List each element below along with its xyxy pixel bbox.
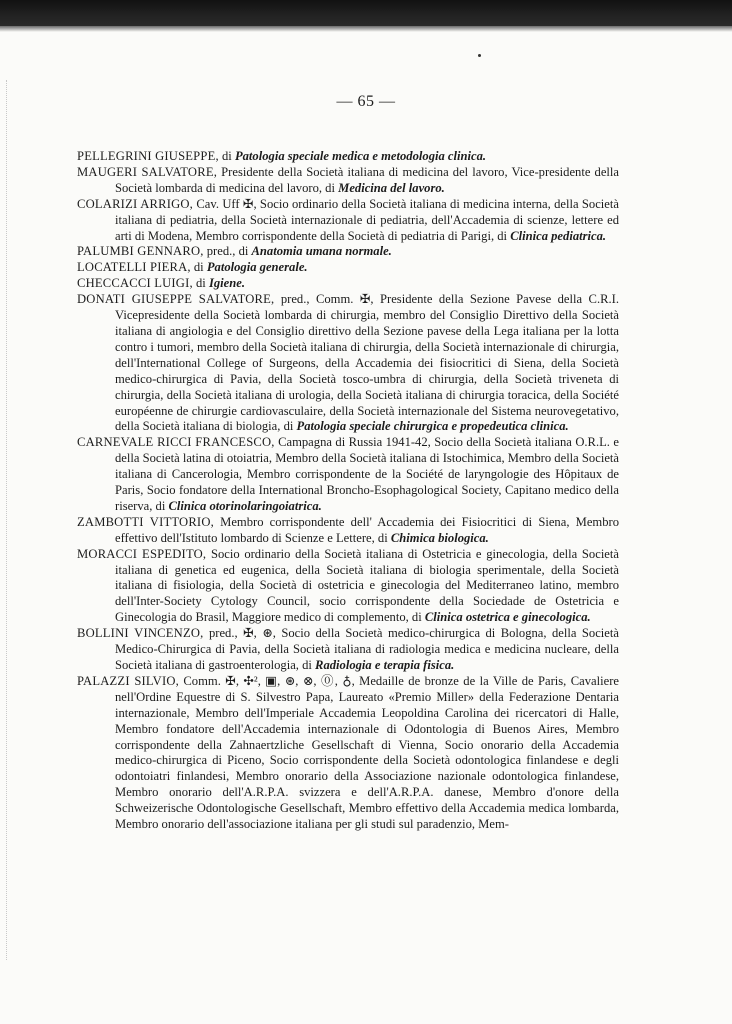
entry-subject: Medicina del lavoro. bbox=[338, 180, 445, 195]
list-entry bbox=[77, 276, 619, 292]
page-number: — 65 — bbox=[336, 93, 396, 110]
entry-name: CHECCACCI LUIGI, bbox=[77, 276, 193, 291]
entry-description: di bbox=[218, 149, 235, 163]
list-entry bbox=[77, 292, 619, 435]
entry-subject: Clinica ostetrica e ginecologica. bbox=[424, 610, 591, 625]
entry-description: Socio ordinario della Società italiana di Ostetricia e ginecologia, della Società italiana di genetica ed eugenica, della Società italiana di biologia sperimentale, della Società italiana di fisiologia, della Società di ostetricia e ginecologia del Mediterraneo latino, membro dell'Inter-Society Cytology Council, socio corrispondente della Sociedade de Ostetricia e Ginecologia do Brasil, Maggiore medico di complemento, di bbox=[115, 546, 619, 625]
entry-subject: Igiene. bbox=[208, 276, 245, 291]
entry-name: PELLEGRINI GIUSEPPE, bbox=[77, 149, 219, 163]
list-entry bbox=[77, 626, 619, 674]
entry-name: MAUGERI SALVATORE, bbox=[77, 164, 218, 179]
entry-name: BOLLINI VINCENZO, bbox=[77, 626, 204, 641]
list-entry bbox=[77, 149, 619, 165]
entry-description: Membro corrispondente dell' Accademia dei Fisiocritici di Siena, Membro effettivo dell'Istituto lombardo di Scienze e Lettere, di bbox=[115, 514, 619, 545]
faculty-list bbox=[77, 149, 619, 833]
entry-name: DONATI GIUSEPPE SALVATORE, bbox=[77, 292, 275, 307]
entry-description: pred., ✠, ⊛, Socio della Società medico-chirurgica di Bologna, della Società Medico-Chirurgica di Pavia, della Società italiana di radiologia medica e medicina nucleare, della Società italiana di gastroenterologia, di bbox=[115, 626, 619, 672]
entry-name: CARNEVALE RICCI FRANCESCO, bbox=[77, 435, 275, 450]
list-entry bbox=[77, 547, 619, 627]
list-entry bbox=[77, 515, 619, 547]
entry-subject: Radiologia e terapia fisica. bbox=[315, 658, 455, 672]
scan-border-fade bbox=[0, 26, 732, 32]
entry-subject: Patologia speciale chirurgica e propedeutica clinica. bbox=[296, 419, 569, 434]
entry-description: di bbox=[190, 260, 207, 275]
list-entry bbox=[77, 244, 619, 260]
entry-subject: Clinica pediatrica. bbox=[510, 228, 607, 243]
scan-margin-marks bbox=[6, 80, 9, 960]
list-entry bbox=[77, 260, 619, 276]
entry-subject: Patologia generale. bbox=[206, 260, 308, 275]
list-entry bbox=[77, 435, 619, 515]
entry-name: LOCATELLI PIERA, bbox=[77, 260, 191, 275]
list-entry bbox=[77, 197, 619, 245]
entry-name: PALAZZI SILVIO, bbox=[77, 673, 179, 688]
ink-speck bbox=[478, 54, 481, 57]
list-entry bbox=[77, 674, 619, 833]
entry-name: PALUMBI GENNARO, bbox=[77, 244, 204, 259]
entry-description: pred., di bbox=[203, 244, 252, 259]
entry-subject: Anatomia umana normale. bbox=[251, 244, 392, 259]
entry-name: COLARIZI ARRIGO, bbox=[77, 196, 194, 211]
entry-description: di bbox=[192, 276, 209, 291]
entry-description: Presidente della Società italiana di medicina del lavoro, Vice-presidente della Società lombarda di medicina del lavoro, di bbox=[115, 164, 619, 195]
entry-name: MORACCI ESPEDITO, bbox=[77, 546, 207, 561]
entry-name: ZAMBOTTI VITTORIO, bbox=[77, 514, 214, 529]
entry-subject: Clinica otorinolaringoiatrica. bbox=[168, 498, 322, 513]
entry-description: Cav. Uff ✠, Socio ordinario della Società italiana di medicina interna, della Società italiana di pediatria, della Società internazionale di pediatria, dell'Accademia di scienze, lettere ed arti di Modena, Membro corrispondente della Società di pediatria di Parigi, di bbox=[115, 196, 619, 243]
entry-description: Comm. ✠, ✣², ▣, ⊛, ⊗, ⓪, ♁, Medaille de bronze de la Ville de Paris, Cavaliere nell'Ordine Equestre di S. Silvestro Papa, Laureato «Premio Miller» della Federazione Dentaria internazionale, Membro dell'Imperiale Accademia Leopoldina Carolina dei ricercatori di Halle, Membro fondatore dell'Accademia internazionale di Odontologia di Buenos Aires, Membro corrispondente della Zahnaertzliche Gesellschaft di Vienna, Socio onorario della Accademia medico-chirurgica di Piceno, Socio corrispondente della Società odontologica finlandese e degli odontoiatri finlandesi, Membro onorario della Associazione nazionale odontologica finlandese, Membro onorario dell'A.R.P.A. svizzera e dell'A.R.P.A. danese, Membro d'onore della Schweizerische Odontologische Gesellschaft, Membro effettivo della Accademia medica lombarda, Membro onorario dell'associazione italiana per gli studi sul paradenzio, Mem- bbox=[115, 673, 619, 832]
entry-subject: Patologia speciale medica e metodologia clinica. bbox=[234, 149, 487, 163]
entry-description: pred., Comm. ✠, Presidente della Sezione Pavese della C.R.I. Vicepresidente della Società lombarda di chirurgia, membro del Consiglio Direttivo della Società italiana di angiologia e del Consiglio direttivo della Sezione pavese della Lega italiana per la lotta contro i tumori, membro della Società italiana di chirurgia, della Società internazionale di chirurgia, dell'International College of Surgeons, della Accademia dei fisiocritici di Siena, della Società medico-chirurgica di Pavia, della Società tosco-umbra di chirurgia, della Società triveneta di chirurgia, della Società italiana di urologia, della Società italiana di chirurgia toracica, della Société européenne de chirurgie cardiovasculaire, della Società internazionale del Sistema neurovegetativo, della Società italiana di biologia, di bbox=[115, 292, 619, 434]
entry-description: Campagna di Russia 1941-42, Socio della Società italiana O.R.L. e della Società latina di otoiatria, Membro della Società italiana di Istochimica, Membro della Società italiana di Cancerologia, Membro corrispondente de la Société de laryngologie des Hôpitaux de Paris, Socio fondatore della International Broncho-Esophagological Society, Capitano medico della riserva, di bbox=[115, 435, 619, 513]
list-entry bbox=[77, 165, 619, 197]
scan-top-border bbox=[0, 0, 732, 26]
entry-subject: Chimica biologica. bbox=[390, 530, 489, 545]
